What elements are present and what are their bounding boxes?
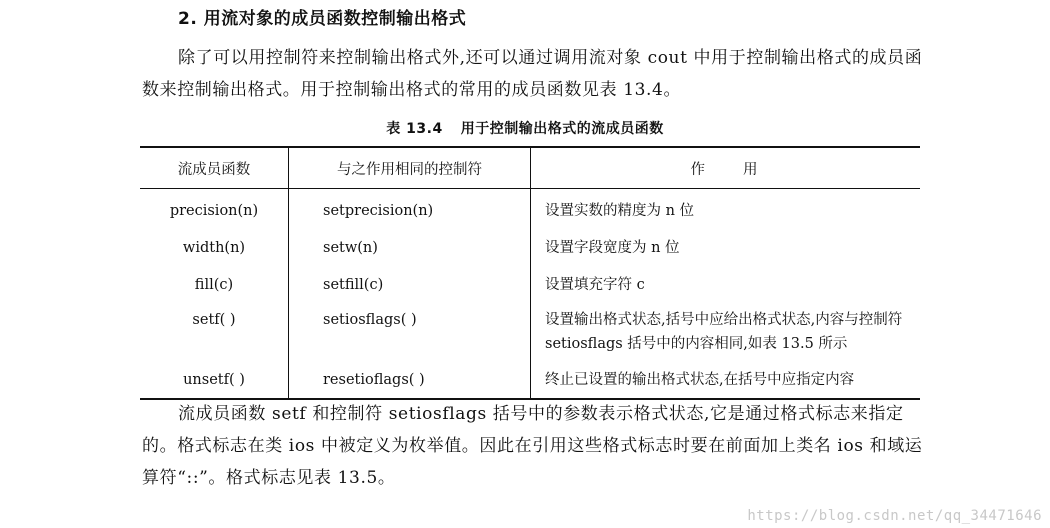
watermark-url: https://blog.csdn.net/qq_34471646 bbox=[747, 508, 1042, 524]
header-equivalent-manipulator: 与之作用相同的控制符 bbox=[289, 147, 531, 189]
cell-effect: 设置字段宽度为 n 位 bbox=[545, 239, 680, 256]
paragraph-format-flags-text: 流成员函数 setf 和控制符 setiosflags 括号中的参数表示格式状态,它是通过格式标志来指定的。格式标志在类 ios 中被定义为枚举值。因此在引用这些格式标志时要在前面加上类名 ios 和域运算符“::”。格式标志见表 13.5。 bbox=[142, 404, 923, 488]
cell-effect: 设置填充字符 c bbox=[545, 276, 645, 293]
cell-member-function: unsetf( ) bbox=[140, 361, 289, 399]
cell-effect: 设置输出格式状态,括号中应给出格式状态,内容与控制符 setiosflags 括号中的内容相同,如表 13.5 所示 bbox=[545, 312, 903, 352]
cell-member-function: width(n) bbox=[140, 229, 289, 266]
cell-manipulator: setiosflags( ) bbox=[289, 303, 531, 361]
table-header-row bbox=[140, 147, 920, 189]
table-row bbox=[140, 361, 920, 399]
header-effect: 作用 bbox=[531, 147, 921, 189]
table-caption-number: 表 13.4 bbox=[386, 121, 443, 137]
cell-member-function: fill(c) bbox=[140, 266, 289, 303]
stream-member-functions-table bbox=[140, 146, 920, 400]
paragraph-intro bbox=[142, 42, 932, 106]
table-row bbox=[140, 189, 920, 230]
cell-manipulator: resetioflags( ) bbox=[289, 361, 531, 399]
table-row bbox=[140, 266, 920, 303]
cell-effect: 终止已设置的输出格式状态,在括号中应指定内容 bbox=[531, 361, 921, 399]
cell-manipulator: setw(n) bbox=[289, 229, 531, 266]
header-member-function: 流成员函数 bbox=[140, 147, 289, 189]
cell-manipulator: setfill(c) bbox=[289, 266, 531, 303]
paragraph-format-flags bbox=[142, 398, 932, 494]
cell-member-function: setf( ) bbox=[140, 303, 289, 361]
table-row bbox=[140, 303, 920, 361]
table-caption bbox=[0, 118, 1050, 138]
paragraph-intro-text: 除了可以用控制符来控制输出格式外,还可以通过调用流对象 cout 中用于控制输出格式的成员函数来控制输出格式。用于控制输出格式的常用的成员函数见表 13.4。 bbox=[142, 48, 923, 100]
cell-member-function: precision(n) bbox=[140, 189, 289, 230]
cell-effect: 设置实数的精度为 n 位 bbox=[545, 202, 695, 219]
section-heading: 2. 用流对象的成员函数控制输出格式 bbox=[178, 9, 467, 29]
cell-manipulator: setprecision(n) bbox=[289, 189, 531, 230]
table-row bbox=[140, 229, 920, 266]
table-caption-title: 用于控制输出格式的流成员函数 bbox=[460, 121, 664, 137]
